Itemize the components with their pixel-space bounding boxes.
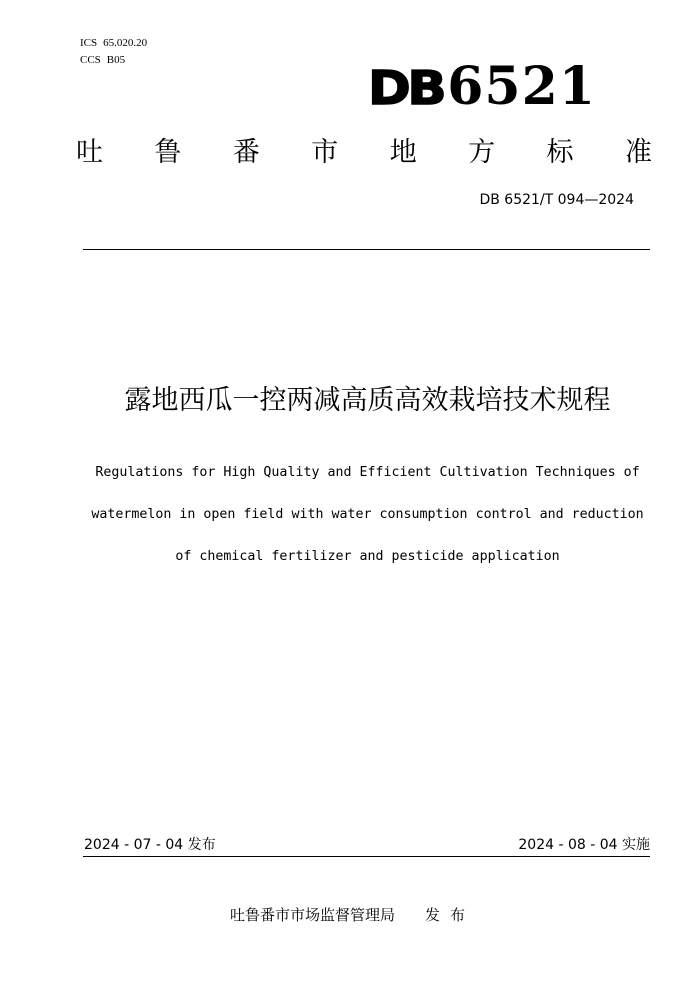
title-en-line: of chemical fertilizer and pesticide application (175, 549, 560, 564)
publisher-name: 吐鲁番市市场监督管理局 (230, 906, 396, 924)
implementation-date (518, 835, 650, 855)
issue-date-value: 2024 - 07 - 04 (84, 837, 184, 853)
document-title-en (70, 441, 665, 588)
ccs-label: CCS (80, 54, 101, 66)
publisher (230, 904, 475, 926)
issue-date (84, 835, 216, 855)
header-divider (83, 249, 650, 250)
logo-number: 6521 (447, 56, 596, 117)
standard-type-char: 准 (624, 137, 652, 168)
ics-label: ICS (80, 37, 98, 49)
publisher-action: 发布 (425, 906, 476, 924)
document-title-cn: 露地西瓜一控两减高质高效栽培技术规程 (124, 385, 611, 416)
implementation-date-label: 实施 (622, 837, 650, 853)
standard-type-heading (76, 133, 652, 173)
footer-divider (83, 856, 650, 857)
title-en-line: Regulations for High Quality and Efficient Cultivation Techniques of (95, 465, 640, 480)
standard-number: DB 6521/T 094—2024 (479, 192, 634, 208)
title-en-line: watermelon in open field with water consumption control and reduction (91, 507, 644, 522)
standard-type-char: 市 (311, 137, 339, 168)
ics-classification (80, 36, 147, 50)
issue-date-label: 发布 (187, 837, 216, 853)
standard-type-char: 方 (468, 137, 496, 168)
logo-prefix: DB (368, 61, 444, 115)
standard-type-char: 标 (546, 137, 574, 168)
implementation-date-value: 2024 - 08 - 04 (518, 837, 618, 853)
standard-type-char: 吐 (76, 137, 103, 168)
ccs-classification (80, 53, 125, 67)
standard-type-char: 鲁 (154, 137, 182, 168)
standard-logo (368, 56, 608, 122)
ccs-code: B05 (106, 54, 126, 66)
standard-type-char: 地 (389, 137, 417, 168)
ics-code: 65.020.20 (103, 37, 148, 49)
standard-type-char: 番 (232, 137, 260, 168)
